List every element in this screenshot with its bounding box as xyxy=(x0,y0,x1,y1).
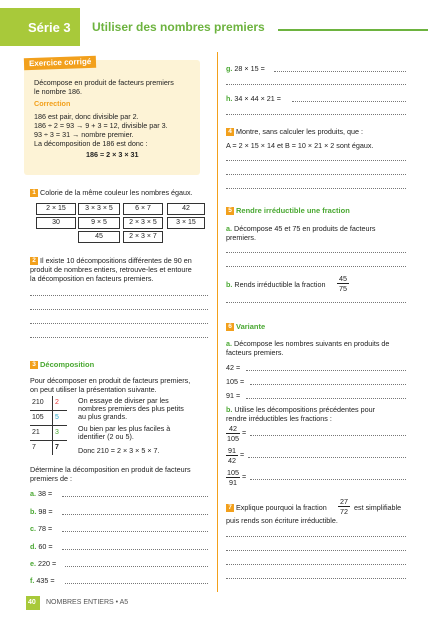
answer-line[interactable] xyxy=(30,337,208,338)
ex3-item-c: c. 78 = xyxy=(30,524,53,533)
ex3-intro-2: on peut utiliser la présentation suivante. xyxy=(30,385,157,394)
answer-line[interactable] xyxy=(226,302,406,303)
ex3-side-4: Ou bien par les plus faciles à xyxy=(78,424,171,433)
corrige-label: Exercice corrigé xyxy=(24,56,97,71)
answer-line[interactable] xyxy=(62,496,208,497)
answer-line[interactable] xyxy=(250,435,406,436)
corrige-line-3: 93 ÷ 3 = 31 → nombre premier. xyxy=(34,130,134,139)
corrige-line-2: 186 ÷ 2 = 93 → 9 + 3 = 12, divisible par 3. xyxy=(34,121,168,130)
answer-line[interactable] xyxy=(292,101,406,102)
ex3-item-e: e. 220 = xyxy=(30,559,57,568)
corrige-line-5: 186 = 2 × 3 × 31 xyxy=(86,150,139,159)
answer-line[interactable] xyxy=(226,578,406,579)
ex1-cell[interactable]: 3 × 15 xyxy=(167,217,205,229)
ex3-item-d: d. 60 = xyxy=(30,542,53,551)
ex7-line-1b: est simplifiable xyxy=(354,503,402,512)
ex6-frac-3: 105 91 xyxy=(227,468,239,487)
ex1-cell[interactable]: 30 xyxy=(36,217,76,229)
ex1-cell[interactable]: 9 × 5 xyxy=(78,217,120,229)
answer-line[interactable] xyxy=(250,479,406,480)
corrige-statement-2: le nombre 186. xyxy=(34,87,82,96)
ex3-title: Décomposition xyxy=(40,360,95,369)
answer-line[interactable] xyxy=(226,160,406,161)
ex3-side-3: au plus grands. xyxy=(78,412,128,421)
ex7-line-2: puis rends son écriture irréductible. xyxy=(226,516,338,525)
ex1-cell[interactable]: 3 × 3 × 5 xyxy=(78,203,120,215)
corrige-line-4: La décomposition de 186 est donc : xyxy=(34,139,148,148)
ex1-cell[interactable]: 42 xyxy=(167,203,205,215)
ex3-question-2: premiers de : xyxy=(30,474,72,483)
ex1-number: 1 xyxy=(30,189,38,197)
ex6-heading: 6 Variante xyxy=(226,322,265,331)
ex4-number: 4 xyxy=(226,128,234,136)
ex1-text: Colorie de la même couleur les nombres égaux. xyxy=(40,188,193,197)
ex5-heading: 5 Rendre irréductible une fraction xyxy=(226,206,350,215)
answer-line[interactable] xyxy=(226,266,406,267)
answer-line[interactable] xyxy=(30,295,208,296)
ex5-number: 5 xyxy=(226,207,234,215)
answer-line[interactable] xyxy=(65,583,208,584)
ex6-item: 91 = xyxy=(226,391,241,400)
fraction-45-75: 45 75 xyxy=(339,274,347,293)
ex1-cell[interactable]: 45 xyxy=(78,231,120,243)
answer-line[interactable] xyxy=(226,536,406,537)
ex1-cell[interactable]: 6 × 7 xyxy=(123,203,163,215)
ex6-b-2: rendre irréductibles les fractions : xyxy=(226,414,332,423)
fraction-27-72: 27 72 xyxy=(340,497,348,516)
corrige-statement-1: Décompose en produit de facteurs premiers xyxy=(34,78,174,87)
serie-label: Série 3 xyxy=(28,20,71,35)
answer-line[interactable] xyxy=(30,323,208,324)
ex3-side-6: Donc 210 = 2 × 3 × 5 × 7. xyxy=(78,446,160,455)
column-divider xyxy=(217,52,218,592)
item-g: g. 28 × 15 = xyxy=(226,64,265,73)
ex3-side-2: nombres premiers des plus petits xyxy=(78,404,184,413)
answer-line[interactable] xyxy=(274,71,406,72)
ex3-number: 3 xyxy=(30,361,38,369)
ex3-question-1: Détermine la décomposition en produit de facteurs xyxy=(30,465,191,474)
item-h: h. 34 × 44 × 21 = xyxy=(226,94,281,103)
ex7-number: 7 xyxy=(226,504,234,512)
ex6-a-1: a. Décompose les nombres suivants en produits de xyxy=(226,339,390,348)
answer-line[interactable] xyxy=(30,309,208,310)
ex4-line: A = 2 × 15 × 14 et B = 10 × 21 × 2 sont égaux. xyxy=(226,141,374,150)
answer-line[interactable] xyxy=(226,564,406,565)
ex3-item-a: a. 38 = xyxy=(30,489,53,498)
ex7-line-1: 7 Explique pourquoi la fraction xyxy=(226,503,327,512)
ex5-a-2: premiers. xyxy=(226,233,256,242)
ex6-frac-2: 91 42 xyxy=(228,446,236,465)
answer-line[interactable] xyxy=(65,566,208,567)
ex6-a-2: facteurs premiers. xyxy=(226,348,284,357)
answer-line[interactable] xyxy=(246,370,406,371)
answer-line[interactable] xyxy=(248,457,406,458)
answer-line[interactable] xyxy=(250,384,406,385)
footer-text: NOMBRES ENTIERS • A5 xyxy=(46,599,129,606)
ex2-text-3: la décomposition en facteurs premiers. xyxy=(30,274,154,283)
ex2-number: 2 xyxy=(30,257,38,265)
answer-line[interactable] xyxy=(226,114,406,115)
corrige-line-1: 186 est pair, donc divisible par 2. xyxy=(34,112,139,121)
answer-line[interactable] xyxy=(226,252,406,253)
ex6-frac-1: 42 105 xyxy=(227,424,239,443)
decomposition-table: 210 2 105 5 21 3 7 7 xyxy=(30,396,67,455)
ex2-text-2: produit de nombres entiers, retrouve-les et entoure xyxy=(30,265,192,274)
ex1-cell[interactable]: 2 × 15 xyxy=(36,203,76,215)
ex6-item: 42 = xyxy=(226,363,241,372)
answer-line[interactable] xyxy=(226,188,406,189)
answer-line[interactable] xyxy=(226,174,406,175)
answer-line[interactable] xyxy=(246,398,406,399)
ex5-a-1: a. Décompose 45 et 75 en produits de facteurs xyxy=(226,224,376,233)
ex4-heading: 4 Montre, sans calculer les produits, que : xyxy=(226,127,363,136)
answer-line[interactable] xyxy=(62,514,208,515)
page-title: Utiliser des nombres premiers xyxy=(92,20,265,34)
ex3-item-f: f. 435 = xyxy=(30,576,55,585)
ex5-b: b. Rends irréductible la fraction xyxy=(226,280,326,289)
ex6-b-1: b. Utilise les décompositions précédentes pour xyxy=(226,405,376,414)
ex3-heading xyxy=(30,360,94,369)
page-number: 40 xyxy=(28,599,36,606)
ex6-number: 6 xyxy=(226,323,234,331)
answer-line[interactable] xyxy=(62,549,208,550)
ex6-item: 105 = xyxy=(226,377,245,386)
ex3-side-5: identifier (2 ou 5). xyxy=(78,432,134,441)
ex1-cell[interactable]: 2 × 3 × 5 xyxy=(123,217,163,229)
ex3-item-b: b. 98 = xyxy=(30,507,53,516)
ex2-text-1: 2 Il existe 10 décompositions différentes de 90 en xyxy=(30,256,192,265)
correction-label: Correction xyxy=(34,99,71,108)
ex1-heading xyxy=(30,188,193,197)
ex3-side-1: On essaye de diviser par les xyxy=(78,396,169,405)
ex3-intro-1: Pour décomposer en produit de facteurs premiers, xyxy=(30,376,191,385)
ex1-cell[interactable]: 2 × 3 × 7 xyxy=(123,231,163,243)
answer-line[interactable] xyxy=(226,550,406,551)
answer-line[interactable] xyxy=(226,84,406,85)
title-rule xyxy=(278,29,428,31)
answer-line[interactable] xyxy=(62,531,208,532)
